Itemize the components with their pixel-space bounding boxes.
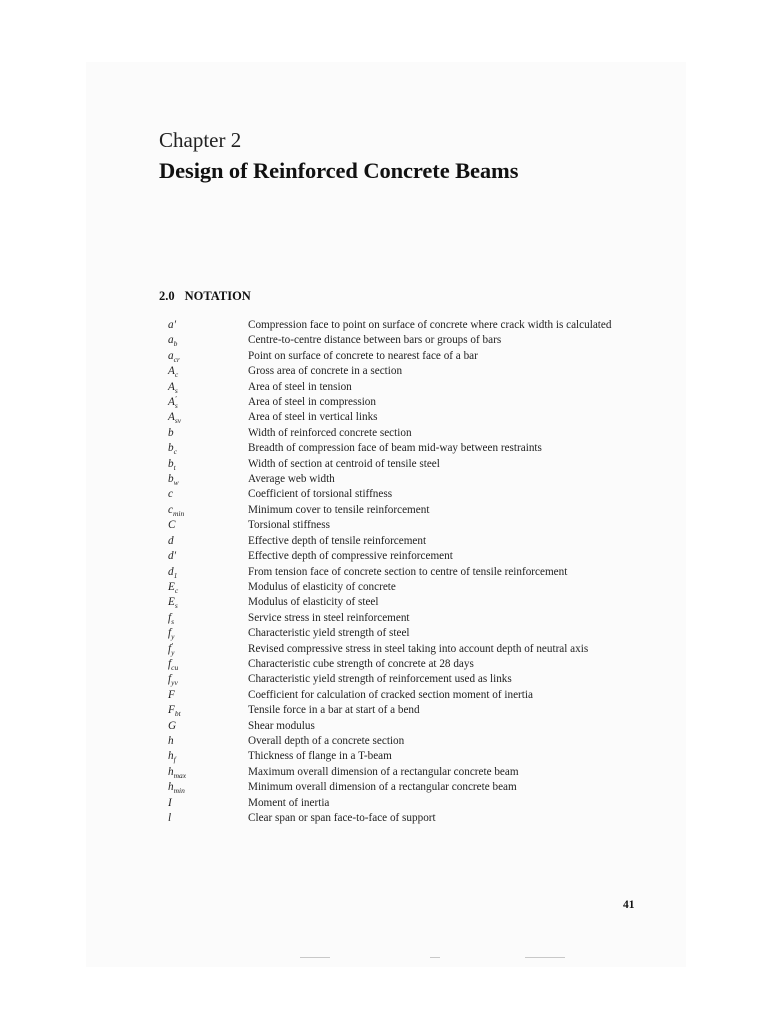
symbol-base: d: [168, 534, 174, 547]
notation-row: [168, 457, 648, 472]
notation-symbol: [168, 734, 248, 749]
symbol-base: C: [168, 519, 176, 532]
symbol-subscript: c: [173, 447, 177, 457]
scan-smudge: [300, 957, 330, 958]
symbol-base: h: [168, 734, 174, 747]
symbol-base: h: [168, 750, 174, 763]
notation-symbol: [168, 611, 248, 626]
symbol-base: f: [168, 673, 172, 686]
symbol-base: f: [168, 657, 172, 670]
symbol-subscript: t: [173, 462, 176, 472]
notation-row: [168, 642, 648, 657]
symbol-subscript: s: [174, 385, 178, 395]
symbol-subscript: sv: [174, 416, 182, 426]
symbol-subscript: s: [174, 401, 178, 411]
symbol-subscript: y: [171, 647, 175, 657]
notation-description: Area of steel in vertical links: [248, 411, 378, 424]
notation-symbol: [168, 518, 248, 533]
notation-description: Gross area of concrete in a section: [248, 365, 403, 378]
notation-description: Thickness of flange in a T-beam: [248, 750, 392, 763]
symbol-subscript: 1: [173, 570, 178, 580]
symbol-base: f: [168, 627, 172, 640]
symbol-subscript: w: [173, 478, 179, 488]
notation-symbol: [168, 395, 248, 410]
symbol-subscript: bt: [174, 709, 181, 719]
notation-symbol: [168, 580, 248, 595]
notation-description: Centre-to-centre distance between bars or groups of bars: [248, 334, 502, 347]
notation-symbol: [168, 719, 248, 734]
scan-smudge: [525, 957, 565, 958]
notation-list: [168, 318, 648, 826]
notation-row: [168, 688, 648, 703]
symbol-base: b: [168, 442, 174, 455]
symbol-base: d: [168, 550, 174, 563]
notation-description: Width of reinforced concrete section: [248, 426, 412, 439]
notation-symbol: [168, 642, 248, 657]
symbol-base: a: [168, 319, 174, 331]
notation-row: [168, 518, 648, 533]
notation-description: Minimum cover to tensile reinforcement: [248, 503, 430, 516]
symbol-prime: ′: [173, 550, 177, 563]
notation-row: [168, 765, 648, 780]
notation-row: [168, 811, 648, 826]
notation-row: [168, 318, 648, 333]
notation-description: Effective depth of compressive reinforcement: [248, 550, 453, 563]
symbol-superscript: ′: [171, 640, 173, 650]
symbol-subscript: min: [173, 786, 185, 796]
notation-symbol: [168, 780, 248, 795]
symbol-base: E: [168, 580, 175, 593]
notation-description: Average web width: [248, 473, 335, 486]
notation-row: [168, 333, 648, 348]
symbol-base: h: [168, 765, 174, 778]
symbol-subscript: c: [174, 586, 179, 596]
notation-description: Area of steel in compression: [248, 396, 376, 409]
notation-row: [168, 611, 648, 626]
notation-symbol: [168, 534, 248, 549]
notation-description: Point on surface of concrete to nearest face of a bar: [248, 349, 478, 362]
notation-row: [168, 703, 648, 718]
chapter-title: Design of Reinforced Concrete Beams: [159, 158, 519, 183]
section-number: 2.0: [159, 289, 175, 303]
symbol-base: f: [168, 611, 172, 624]
symbol-base: A: [168, 365, 175, 378]
notation-description: Maximum overall dimension of a rectangular concrete beam: [248, 765, 519, 778]
symbol-subscript: b: [173, 339, 178, 349]
notation-row: [168, 734, 648, 749]
notation-symbol: [168, 318, 248, 333]
section-title: NOTATION: [184, 289, 251, 303]
notation-row: [168, 549, 648, 564]
symbol-base: F: [168, 688, 175, 701]
notation-row: [168, 796, 648, 811]
notation-row: [168, 719, 648, 734]
notation-row: [168, 410, 648, 425]
notation-symbol: [168, 364, 248, 379]
section-heading: [159, 289, 251, 304]
symbol-subscript: cr: [173, 355, 180, 365]
notation-row: [168, 487, 648, 502]
symbol-base: h: [168, 781, 174, 794]
notation-row: [168, 380, 648, 395]
symbol-subscript: f: [173, 755, 176, 765]
notation-symbol: [168, 688, 248, 703]
symbol-base: E: [168, 596, 175, 609]
notation-symbol: [168, 333, 248, 348]
notation-description: Coefficient for calculation of cracked section moment of inertia: [248, 688, 533, 701]
notation-symbol: [168, 426, 248, 441]
notation-row: [168, 657, 648, 672]
notation-description: Shear modulus: [248, 719, 315, 732]
notation-symbol: [168, 549, 248, 564]
page-number: 41: [623, 899, 635, 911]
scan-smudge: [430, 957, 440, 958]
notation-description: Overall depth of a concrete section: [248, 734, 405, 747]
notation-row: [168, 364, 648, 379]
notation-row: [168, 472, 648, 487]
notation-row: [168, 626, 648, 641]
symbol-base: A: [168, 396, 175, 409]
symbol-subscript: max: [173, 771, 187, 781]
notation-symbol: [168, 565, 248, 580]
notation-description: Characteristic cube strength of concrete at 28 days: [248, 657, 474, 670]
notation-symbol: [168, 672, 248, 687]
notation-description: From tension face of concrete section to centre of tensile reinforcement: [248, 565, 568, 578]
notation-row: [168, 426, 648, 441]
notation-description: Modulus of elasticity of steel: [248, 596, 379, 609]
notation-row: [168, 580, 648, 595]
notation-description: Effective depth of tensile reinforcement: [248, 534, 427, 547]
chapter-label: Chapter 2: [159, 128, 242, 152]
notation-description: Area of steel in tension: [248, 380, 352, 393]
symbol-subscript: s: [171, 616, 175, 626]
notation-symbol: [168, 503, 248, 518]
notation-row: [168, 534, 648, 549]
notation-description: Compression face to point on surface of concrete where crack width is calculated: [248, 319, 612, 331]
notation-description: Modulus of elasticity of concrete: [248, 580, 396, 593]
notation-description: Minimum overall dimension of a rectangular concrete beam: [248, 781, 517, 794]
notation-description: Tensile force in a bar at start of a bend: [248, 704, 420, 717]
symbol-subscript: yv: [171, 678, 178, 688]
symbol-prime: ′: [173, 319, 177, 331]
symbol-base: A: [168, 411, 175, 424]
symbol-base: a: [168, 334, 174, 347]
symbol-base: A: [168, 380, 175, 393]
symbol-subscript: c: [174, 370, 179, 380]
symbol-subscript: cu: [171, 663, 179, 673]
symbol-subscript: s: [174, 601, 178, 611]
notation-description: Characteristic yield strength of steel: [248, 627, 410, 640]
notation-symbol: [168, 487, 248, 502]
symbol-base: b: [168, 457, 174, 470]
symbol-base: d: [168, 565, 174, 578]
notation-symbol: [168, 765, 248, 780]
symbol-base: b: [168, 473, 174, 486]
notation-description: Characteristic yield strength of reinforcement used as links: [248, 673, 512, 686]
notation-symbol: [168, 626, 248, 641]
symbol-superscript: ′: [174, 394, 177, 404]
symbol-subscript: y: [171, 632, 175, 642]
notation-row: [168, 780, 648, 795]
symbol-base: f: [168, 642, 172, 655]
notation-row: [168, 749, 648, 764]
symbol-subscript: min: [172, 509, 185, 519]
notation-symbol: [168, 749, 248, 764]
notation-description: Width of section at centroid of tensile steel: [248, 457, 440, 470]
notation-row: [168, 595, 648, 610]
notation-symbol: [168, 796, 248, 811]
symbol-base: b: [168, 426, 174, 439]
notation-description: Clear span or span face-to-face of support: [248, 812, 436, 824]
symbol-base: l: [168, 812, 172, 824]
notation-row: [168, 441, 648, 456]
notation-symbol: [168, 349, 248, 364]
symbol-base: G: [168, 719, 177, 732]
notation-symbol: [168, 410, 248, 425]
symbol-base: c: [168, 488, 173, 501]
notation-symbol: [168, 380, 248, 395]
notation-row: [168, 395, 648, 410]
symbol-base: F: [168, 704, 175, 717]
notation-description: Coefficient of torsional stiffness: [248, 488, 393, 501]
symbol-base: a: [168, 349, 174, 362]
symbol-base: I: [168, 796, 172, 809]
notation-symbol: [168, 595, 248, 610]
notation-symbol: [168, 703, 248, 718]
notation-description: Revised compressive stress in steel taking into account depth of neutral axis: [248, 642, 589, 655]
notation-row: [168, 349, 648, 364]
notation-row: [168, 565, 648, 580]
notation-description: Breadth of compression face of beam mid-way between restraints: [248, 442, 542, 455]
notation-symbol: [168, 811, 248, 826]
notation-symbol: [168, 457, 248, 472]
notation-row: [168, 503, 648, 518]
symbol-base: c: [168, 503, 173, 516]
notation-row: [168, 672, 648, 687]
notation-description: Service stress in steel reinforcement: [248, 611, 410, 624]
notation-symbol: [168, 657, 248, 672]
notation-symbol: [168, 472, 248, 487]
notation-description: Moment of inertia: [248, 796, 330, 809]
notation-description: Torsional stiffness: [248, 519, 330, 532]
notation-symbol: [168, 441, 248, 456]
